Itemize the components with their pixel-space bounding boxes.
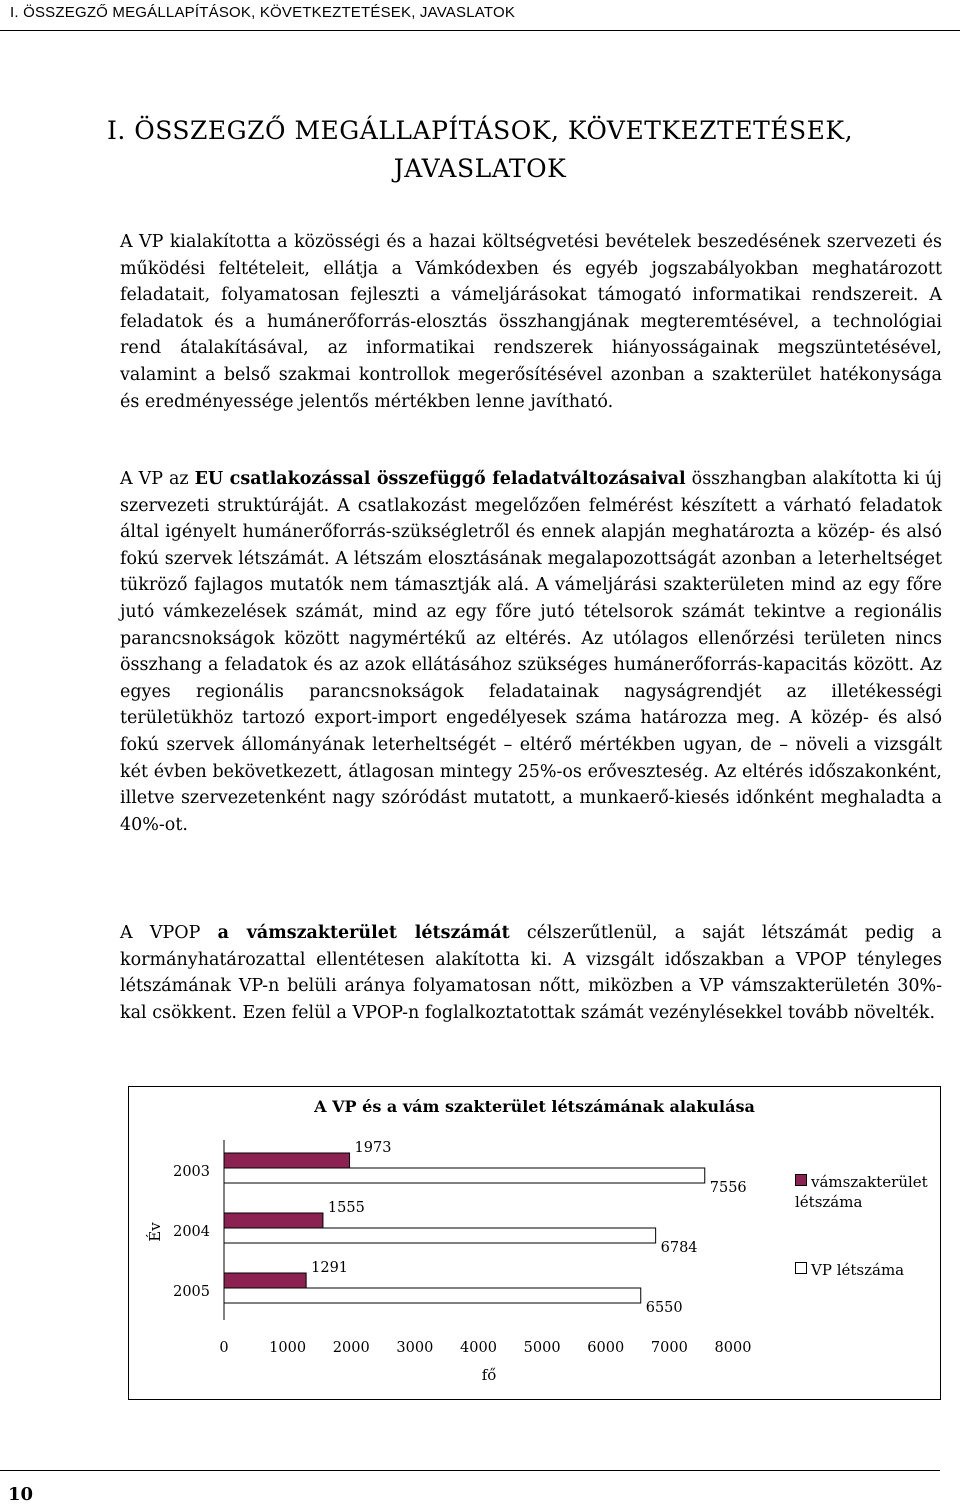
paragraph-3-intro: A VPOP [120,923,218,943]
bar-vp-2005 [224,1288,641,1303]
page-title-line-1: I. ÖSSZEGZŐ MEGÁLLAPÍTÁSOK, KÖVETKEZTETÉSEK, [106,116,854,145]
legend-swatch-vamszakterulet [795,1174,807,1186]
category-label-2003: 2003 [173,1164,210,1180]
bar-vamszakterulet-2005 [224,1273,306,1288]
x-axis-title: fő [481,1366,497,1384]
paragraph-2-intro: A VP az [120,469,195,489]
data-label-vamszakterulet-2004: 1555 [327,1200,365,1216]
x-tick-label-5000: 5000 [523,1340,561,1356]
data-label-vamszakterulet-2005: 1291 [311,1260,349,1276]
x-tick-label-7000: 7000 [650,1340,688,1356]
paragraph-3-emphasis: a vámszakterület létszámát [217,923,510,943]
legend-label-vp: VP létszáma [811,1261,905,1279]
running-header: I. ÖSSZEGZŐ MEGÁLLAPÍTÁSOK, KÖVETKEZTETÉSEK, JAVASLATOK [10,4,516,21]
bar-vp-2003 [224,1168,705,1183]
x-tick-label-2000: 2000 [332,1340,370,1356]
paragraph-3-text: célszerűtlenül, a saját létszámát pedig a kormányhatározattal ellentétesen alakította ki. A vizsgált időszakban a VPOP tényleges létszámának VP-n belüli aránya folyamatosan nőtt, miközben a VP vámszakterületén 30%-kal csökkent. Ezen felül a VPOP-n foglalkoztatottak számát vezénylésekkel tovább növelték. [120,923,942,1023]
page-title-line-2: JAVASLATOK [393,154,567,183]
category-label-2004: 2004 [173,1224,210,1240]
bar-vp-2004 [224,1228,656,1243]
legend-label-vamszakterulet: vámszakterület létszáma [795,1173,928,1211]
chart-title: A VP és a vám szakterület létszámának alakulása [314,1097,755,1116]
paragraph-1: A VP kialakította a közösségi és a hazai költségvetési bevételek beszedésének szervezeti és működési feltételeit, ellátja a Vámkódexben és egyéb jogszabályokban meghatározott feladatait, folyamatosan fejleszti a vámeljárásokat támogató informatikai rendszereit. A feladatok és a humánerőforrás-elosztás összhangjának megteremtésével, a technológiai rend átalakításával, az informatikai rendszerek hiányosságainak megszüntetésével, valamint a belső szakmai kontrollok megerősítésével azonban a szakterület hatékonysága és eredményessége jelentős mértékben lenne javítható. [120,232,942,412]
footer-rule [0,1470,940,1471]
legend-item-vamszakterulet [795,1172,935,1212]
x-tick-label-4000: 4000 [460,1340,497,1356]
legend-item-vp [795,1260,935,1280]
data-label-vp-2004: 6784 [660,1240,698,1256]
paragraph-2-text: összhangban alakította ki új szervezeti struktúráját. A csatlakozást megelőzően felmérést készített a várható feladatok által igényelt humánerőforrás-szükségletről és ennek alapján meghatározta a közép- és alsó fokú szervek létszámát. A létszám elosztásának megalapozottságát azonban a leterheltséget tükröző fajlagos mutatók nem támasztják alá. A vámeljárási szakterületen mind az egy főre jutó vámkezelések számát, mind az egy főre jutó tételsorok számát tekintve a regionális parancsnokságok között nagymértékű az eltérés. Az utólagos ellenőrzési területen nincs összhang a feladatok és az azok ellátásához szükséges humánerőforrás-kapacitás között. Az egyes regionális parancsnokságok feladatainak nagyságrendjét az illetékességi területükhöz tartozó export-import engedélyesek száma határozza meg. A közép- és alsó fokú szervek állományának leterheltségét – eltérő mértékben ugyan, de – növeli a vizsgált két évben bekövetkezett, átlagosan mintegy 25%-os erőveszteség. Az eltérés időszakonként, illetve szervezetenként nagy szóródást mutatott, a munkaerő-kiesés időnként meghaladta a 40%-ot. [120,469,942,835]
data-label-vp-2003: 7556 [709,1180,747,1196]
data-label-vp-2005: 6550 [645,1300,683,1316]
category-label-2005: 2005 [173,1284,210,1300]
x-tick-label-8000: 8000 [714,1340,752,1356]
x-tick-label-6000: 6000 [587,1340,625,1356]
data-label-vamszakterulet-2003: 1973 [354,1140,392,1156]
legend-swatch-vp [795,1262,807,1274]
y-axis-title: Év [146,1222,164,1242]
x-tick-label-3000: 3000 [396,1340,434,1356]
page-number: 10 [8,1484,34,1505]
x-tick-label-0: 0 [219,1340,229,1356]
paragraph-2-emphasis: EU csatlakozással összefüggő feladatváltozásaival [194,469,686,489]
bar-vamszakterulet-2003 [224,1153,350,1168]
x-tick-label-1000: 1000 [269,1340,307,1356]
bar-vamszakterulet-2004 [224,1213,323,1228]
